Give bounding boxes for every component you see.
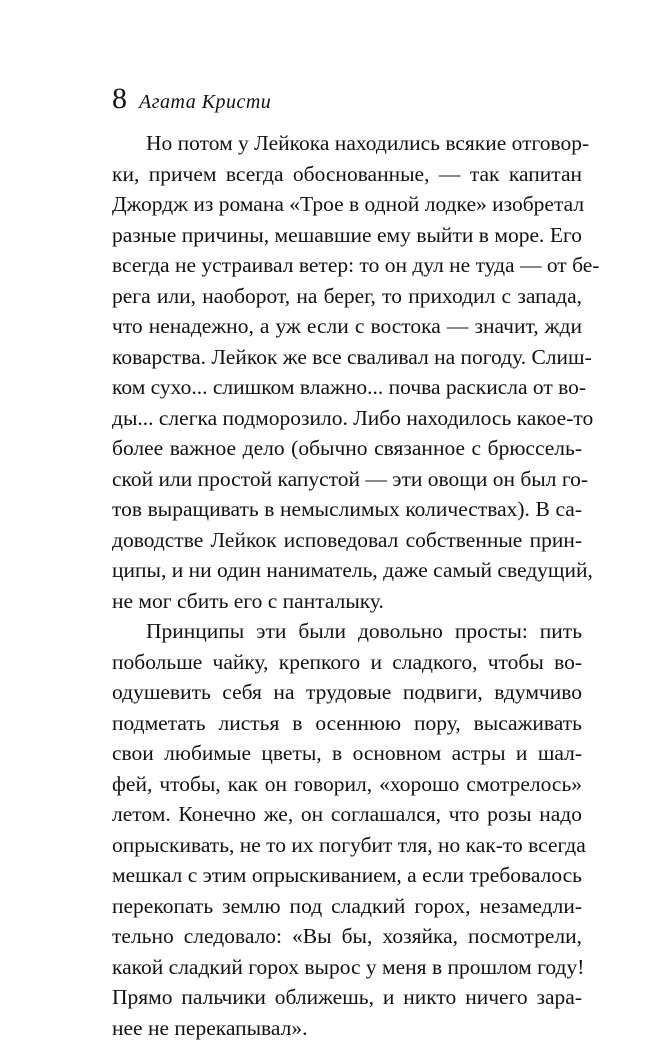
text-line: Прямо пальчики оближешь, и никто ничего зара- [112, 982, 582, 1013]
page-number: 8 [112, 84, 127, 114]
text-line: тов выращивать в немыслимых количествах). В са- [112, 494, 582, 525]
running-title: Агата Кристи [139, 91, 271, 114]
text-line: летом. Конечно же, он соглашался, что розы надо [112, 799, 582, 830]
text-line: коварства. Лейкок же все сваливал на погоду. Слиш- [112, 342, 582, 373]
text-line: свои любимые цветы, в основном астры и шал- [112, 738, 582, 769]
text-line: побольше чайку, крепкого и сладкого, чтобы во- [112, 647, 582, 678]
body-text [112, 128, 582, 1043]
text-line: ды... слегка подморозило. Либо находилось какое-то [112, 403, 582, 434]
text-line: не мог сбить его с панталыку. [112, 586, 582, 617]
text-line: доводстве Лейкок исповедовал собственные прин- [112, 525, 582, 556]
text-line: Принципы эти были довольно просты: пить [112, 616, 582, 647]
text-line: разные причины, мешавшие ему выйти в море. Его [112, 220, 582, 251]
text-line: ципы, и ни один наниматель, даже самый сведущий, [112, 555, 582, 586]
text-line: мешкал с этим опрыскиванием, а если требовалось [112, 860, 582, 891]
text-line: нее не перекапывал». [112, 1013, 582, 1043]
text-line: Джордж из романа «Трое в одной лодке» изобретал [112, 189, 582, 220]
text-line: что ненадежно, а уж если с востока — значит, жди [112, 311, 582, 342]
text-line: опрыскивать, не то их погубит тля, но как-то всегда [112, 830, 582, 861]
text-line: рега или, наоборот, на берег, то приходил с запада, [112, 281, 582, 312]
text-line: фей, чтобы, как он говорил, «хорошо смотрелось» [112, 769, 582, 800]
text-line: ской или простой капустой — эти овощи он был го- [112, 464, 582, 495]
page-header [112, 84, 271, 114]
text-line: всегда не устраивал ветер: то он дул не туда — от бе- [112, 250, 582, 281]
text-line: тельно следовало: «Вы бы, хозяйка, посмотрели, [112, 921, 582, 952]
text-line: ки, причем всегда обоснованные, — так капитан [112, 159, 582, 190]
text-line: одушевить себя на трудовые подвиги, вдумчиво [112, 677, 582, 708]
text-line: какой сладкий горох вырос у меня в прошлом году! [112, 952, 582, 983]
text-line: перекопать землю под сладкий горох, незамедли- [112, 891, 582, 922]
text-line: более важное дело (обычно связанное с брюссель- [112, 433, 582, 464]
text-line: Но потом у Лейкока находились всякие отговор- [112, 128, 582, 159]
text-line: ком сухо... слишком влажно... почва раскисла от во- [112, 372, 582, 403]
text-line: подметать листья в осеннюю пору, высаживать [112, 708, 582, 739]
